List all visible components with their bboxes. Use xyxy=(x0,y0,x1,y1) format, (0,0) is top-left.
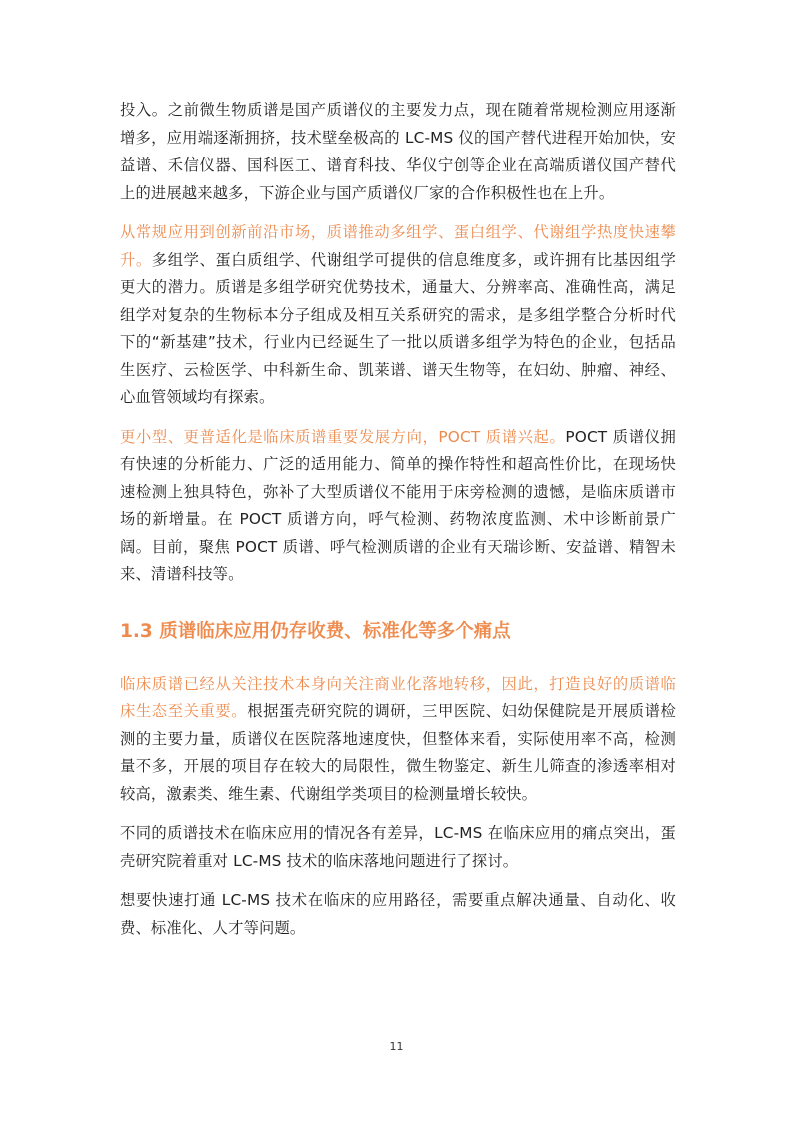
paragraph-text: 想要快速打通 LC-MS 技术在临床的应用路径，需要重点解决通量、自动化、收费、标准化、人才等问题。 xyxy=(120,891,676,937)
highlight-text: 更小型、更普适化是临床质谱重要发展方向，POCT 质谱兴起。 xyxy=(120,427,566,446)
paragraph-text: 根据蛋壳研究院的调研，三甲医院、妇幼保健院是开展质谱检测的主要力量，质谱仪在医院落地速度快，但整体来看，实际使用率不高，检测量不多，开展的项目存在较大的局限性，微生物鉴定、新生儿筛查的渗透率相对较高，激素类、维生素、代谢组学类项目的检测量增长较快。 xyxy=(120,702,676,803)
paragraph-text: POCT 质谱仪拥有快速的分析能力、广泛的适用能力、简单的操作特性和超高性价比，在现场快速检测上独具特色，弥补了大型质谱仪不能用于床旁检测的遗憾，是临床质谱市场的新增量。在 POCT 质谱方向，呼气检测、药物浓度监测、术中诊断前景广阔。目前，聚焦 POCT 质谱、呼气检测质谱的企业有天瑞诊断、安益谱、精智未来、清谱科技等。 xyxy=(120,427,676,583)
paragraph-multiomics xyxy=(120,219,676,412)
paragraph-clinical-ecosystem xyxy=(120,671,676,809)
paragraph-domestic-substitution xyxy=(120,97,676,207)
paragraph-poct xyxy=(120,424,676,589)
paragraph-text: 多组学、蛋白质组学、代谢组学可提供的信息维度多，或许拥有比基因组学更大的潜力。质谱是多组学研究优势技术，通量大、分辨率高、准确性高，满足组学对复杂的生物标本分子组成及相互关系研究的需求，是多组学整合分析时代下的“新基建”技术，行业内已经诞生了一批以质谱多组学为特色的企业，包括品生医疗、云检医学、中科新生命、凯莱谱、谱天生物等，在妇幼、肿瘤、神经、心血管领域均有探索。 xyxy=(120,250,676,406)
section-heading: 1.3 质谱临床应用仍存收费、标准化等多个痛点 xyxy=(120,620,511,642)
page-number: 11 xyxy=(389,1040,404,1053)
document-body xyxy=(120,97,676,954)
paragraph-text: 投入。之前微生物质谱是国产质谱仪的主要发力点，现在随着常规检测应用逐渐增多，应用端逐渐拥挤，技术壁垒极高的 LC-MS 仪的国产替代进程开始加快，安益谱、禾信仪器、国科医工、谱育科技、华仪宁创等企业在高端质谱仪国产替代上的进展越来越多，下游企业与国产质谱仪厂家的合作积极性也在上升。 xyxy=(120,101,676,202)
paragraph-lcms-pain-points xyxy=(120,820,676,875)
paragraph-lcms-path xyxy=(120,887,676,942)
highlight-text: 从常规应用到创新前沿市场，质谱推动多组学、蛋白组学、代谢组学热度快速攀升。 xyxy=(120,223,676,269)
highlight-text: 临床质谱已经从关注技术本身向关注商业化落地转移，因此，打造良好的质谱临床生态至关重要。 xyxy=(120,674,676,720)
paragraph-text: 不同的质谱技术在临床应用的情况各有差异，LC-MS 在临床应用的痛点突出，蛋壳研究院着重对 LC-MS 技术的临床落地问题进行了探讨。 xyxy=(120,824,676,870)
